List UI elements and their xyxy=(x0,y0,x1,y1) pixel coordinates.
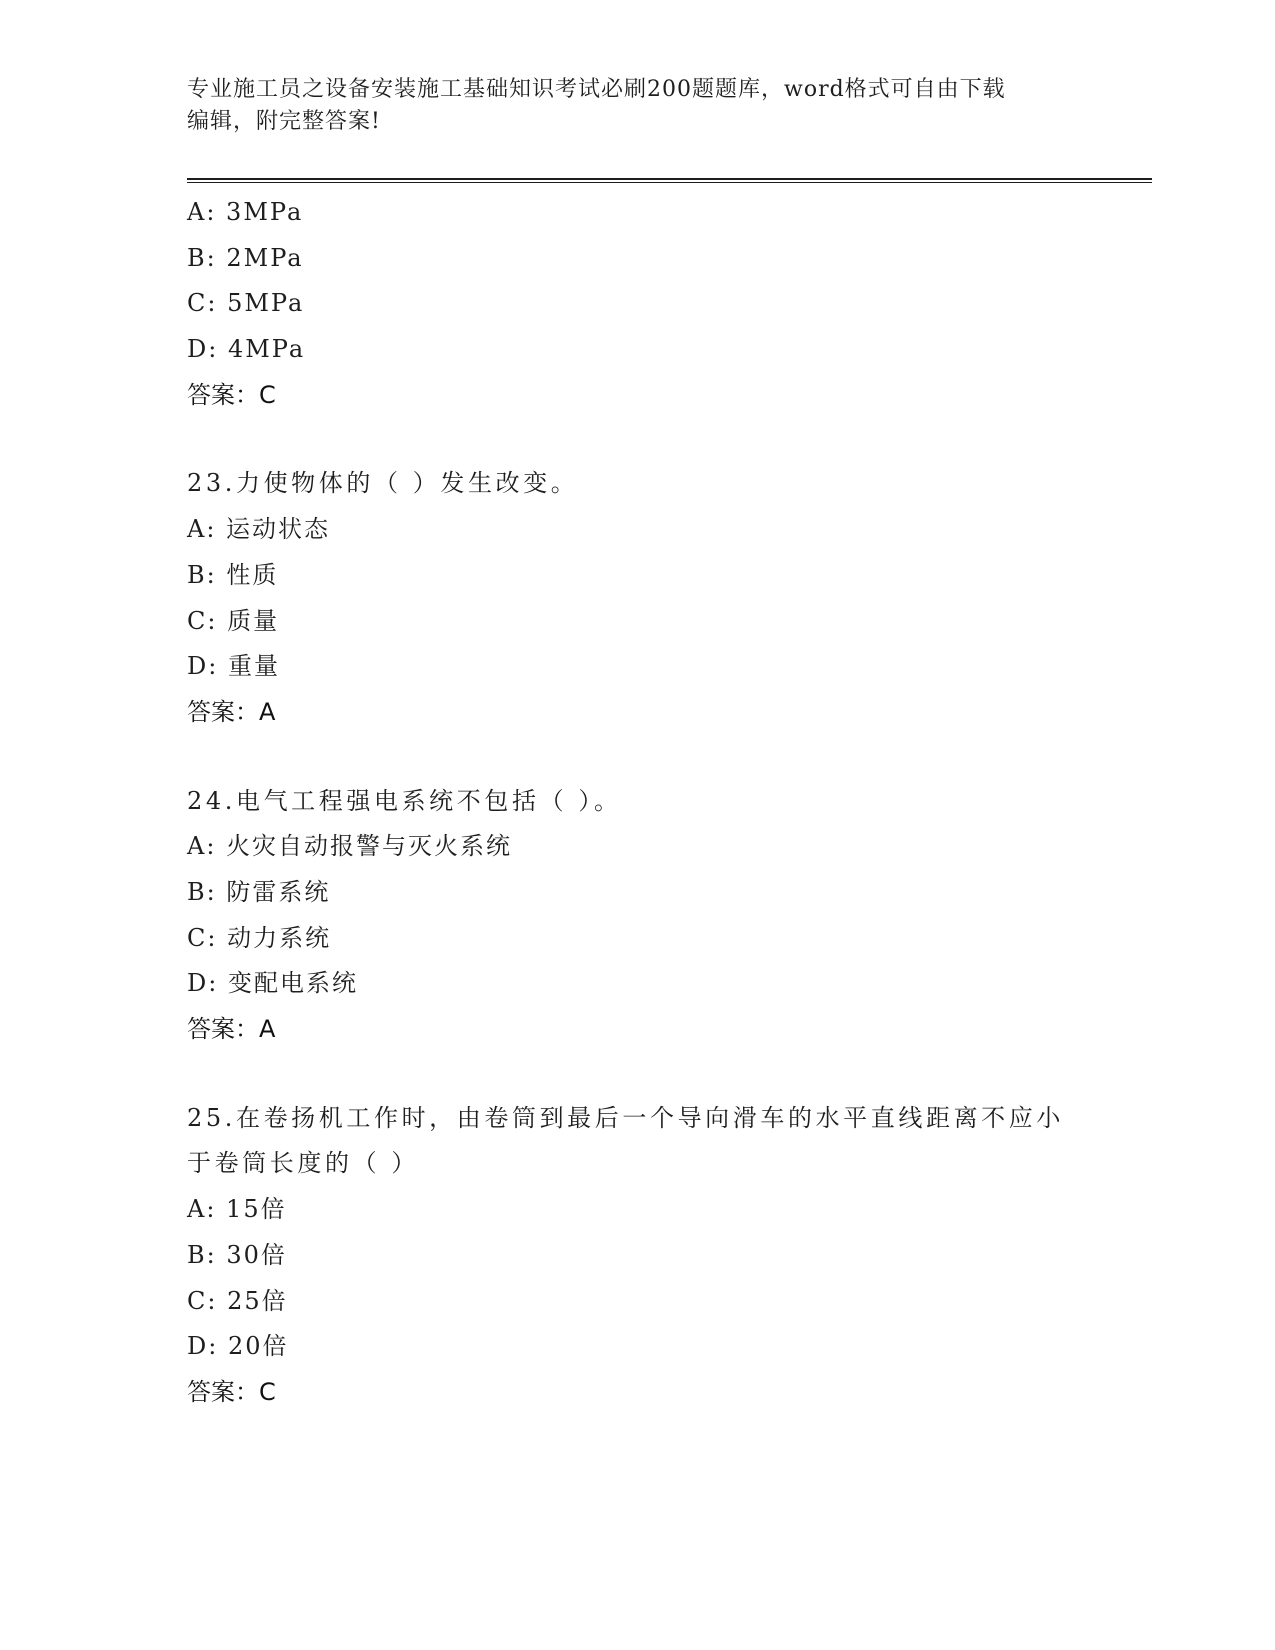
header-divider-thick xyxy=(187,178,1152,180)
question-list xyxy=(187,190,1087,1416)
option-c: C: 25倍 xyxy=(187,1286,288,1315)
answer-line: 答案：C xyxy=(187,380,276,409)
option-d: D: 变配电系统 xyxy=(187,969,358,998)
header-title-line-2: 编辑，附完整答案! xyxy=(187,109,381,134)
spacer xyxy=(187,1053,1087,1096)
option-c: C: 5MPa xyxy=(187,289,305,318)
header-divider-thin xyxy=(187,182,1152,183)
answer-line: 答案：C xyxy=(187,1377,276,1406)
question-24 xyxy=(187,779,1087,1053)
option-a: A: 15倍 xyxy=(187,1195,287,1224)
document-header xyxy=(187,74,1067,138)
answer-line: 答案：A xyxy=(187,1015,276,1044)
question-stem: 23.力使物体的（ ）发生改变。 xyxy=(187,469,579,498)
option-c: C: 质量 xyxy=(187,606,280,635)
option-b: B: 2MPa xyxy=(187,243,304,272)
question-23 xyxy=(187,461,1087,735)
option-a: A: 火灾自动报警与灭火系统 xyxy=(187,832,513,861)
question-25 xyxy=(187,1096,1087,1416)
question-stem: 25.在卷扬机工作时，由卷筒到最后一个导向滑车的水平直线距离不应小于卷筒长度的（ ） xyxy=(187,1103,1064,1178)
answer-line: 答案：A xyxy=(187,697,276,726)
question-stem: 24.电气工程强电系统不包括（ ）。 xyxy=(187,786,622,815)
option-d: D: 重量 xyxy=(187,652,280,681)
spacer xyxy=(187,418,1087,461)
option-a: A: 3MPa xyxy=(187,198,304,226)
option-b: B: 性质 xyxy=(187,560,279,589)
question-22 xyxy=(187,190,1087,418)
spacer xyxy=(187,736,1087,779)
option-c: C: 动力系统 xyxy=(187,923,332,952)
option-d: D: 4MPa xyxy=(187,335,306,364)
option-b: B: 30倍 xyxy=(187,1240,287,1269)
header-title-line-1: 专业施工员之设备安装施工基础知识考试必刷200题题库，word格式可自由下载 xyxy=(187,77,1006,102)
option-b: B: 防雷系统 xyxy=(187,877,331,906)
option-d: D: 20倍 xyxy=(187,1332,289,1361)
option-a: A: 运动状态 xyxy=(187,515,331,544)
